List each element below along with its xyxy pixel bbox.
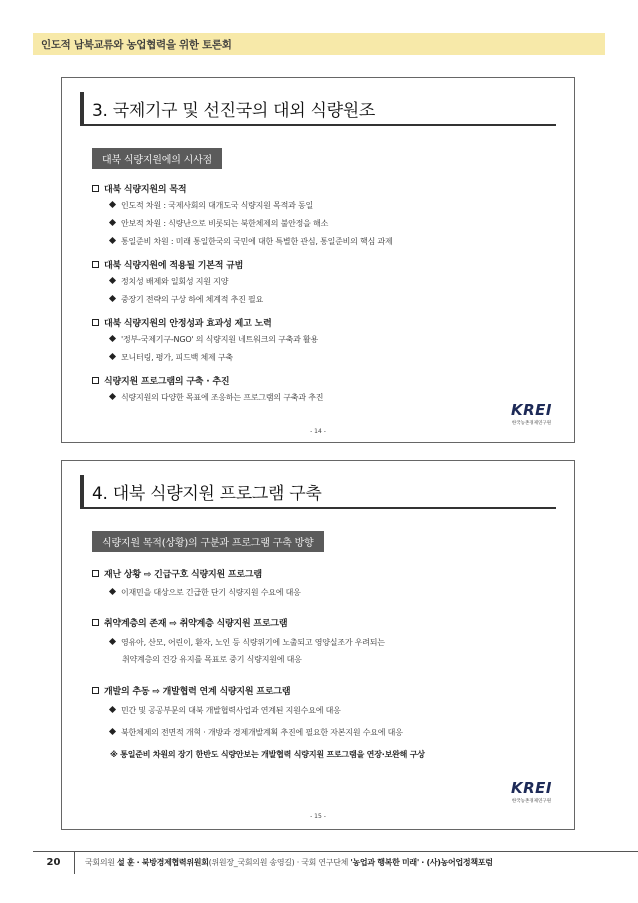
checkbox-square-icon: [92, 570, 99, 577]
diamond-bullet-icon: [109, 588, 116, 595]
page-footer: [33, 851, 638, 873]
diamond-bullet-icon: [109, 295, 116, 302]
bullet-item: 중장기 전략의 구상 하에 체계적 추진 필요: [110, 294, 263, 305]
bullet-item: 통일준비 차원 : 미래 통일한국의 국민에 대한 특별한 관심, 통일준비의 핵심 과제: [110, 236, 393, 247]
running-header: [33, 33, 605, 55]
slide-subheading: 대북 식량지원에의 시사점: [92, 148, 222, 169]
checkbox-square-icon: [92, 687, 99, 694]
diamond-bullet-icon: [109, 237, 116, 244]
note-line: ※ 통일준비 차원의 장기 한반도 식량안보는 개발협력 식량지원 프로그램을 연장·보완해 구상: [110, 750, 425, 759]
checkbox-square-icon: [92, 185, 99, 192]
page-number: 20: [33, 852, 75, 874]
slide-page-number: - 15 -: [310, 813, 326, 820]
slide-14: [61, 77, 575, 443]
bullet-heading: 대북 식량지원에 적용될 기본적 규범: [92, 258, 243, 271]
checkbox-square-icon: [92, 377, 99, 384]
slide-title-bar: [80, 475, 556, 509]
bullet-item: 식량지원의 다양한 목표에 조응하는 프로그램의 구축과 추진: [110, 392, 323, 403]
bullet-item: 정치성 배제와 일회성 지원 지양: [110, 276, 228, 287]
bullet-item: 안보적 차원 : 식량난으로 비롯되는 북한체제의 불안정을 해소: [110, 218, 328, 229]
bullet-heading: 취약계층의 존재 ⇨ 취약계층 식량지원 프로그램: [92, 616, 287, 629]
bullet-heading: 개발의 추동 ⇨ 개발협력 연계 식량지원 프로그램: [92, 684, 290, 697]
bullet-item: 모니터링, 평가, 피드백 체제 구축: [110, 352, 233, 363]
slide-title-bar: [80, 92, 556, 126]
krei-logo: KREI 한국농촌경제연구원: [510, 401, 552, 426]
bullet-continuation: 취약계층의 건강 유지를 목표로 중기 식량지원에 대응: [122, 655, 302, 664]
diamond-bullet-icon: [109, 335, 116, 342]
checkbox-square-icon: [92, 319, 99, 326]
diamond-bullet-icon: [109, 393, 116, 400]
diamond-bullet-icon: [109, 353, 116, 360]
slide-subheading: 식량지원 목적(상황)의 구분과 프로그램 구축 방향: [92, 531, 324, 552]
krei-logo: KREI 한국농촌경제연구원: [510, 779, 552, 804]
checkbox-square-icon: [92, 261, 99, 268]
bullet-heading: 재난 상황 ⇨ 긴급구호 식량지원 프로그램: [92, 567, 262, 580]
diamond-bullet-icon: [109, 219, 116, 226]
bullet-item: '정부-국제기구-NGO' 의 식량지원 네트워크의 구축과 활용: [110, 334, 318, 345]
slide-title: 4. 대북 식량지원 프로그램 구축: [92, 483, 322, 504]
slide-title: 3. 국제기구 및 선진국의 대외 식량원조: [92, 100, 375, 121]
bullet-item: 인도적 차원 : 국제사회의 대개도국 식량지원 목적과 동일: [110, 200, 313, 211]
footer-credit: 국회의원 설 훈 · 북방경제협력위원회(위원장_국회의원 송영길) · 국회 연구단체 '농업과 행복한 미래' · (사)농어업정책포럼: [85, 858, 493, 867]
bullet-item: 민간 및 공공부문의 대북 개발협력사업과 연계된 지원수요에 대응: [110, 705, 341, 716]
checkbox-square-icon: [92, 619, 99, 626]
bullet-heading: 대북 식량지원의 안정성과 효과성 제고 노력: [92, 316, 272, 329]
diamond-bullet-icon: [109, 706, 116, 713]
diamond-bullet-icon: [109, 277, 116, 284]
diamond-bullet-icon: [109, 638, 116, 645]
slide-15: [61, 460, 575, 830]
diamond-bullet-icon: [109, 201, 116, 208]
bullet-item: 이재민을 대상으로 긴급한 단기 식량지원 수요에 대응: [110, 587, 301, 598]
slide-page-number: - 14 -: [310, 428, 326, 435]
bullet-item: 영유아, 산모, 어린이, 환자, 노인 등 식량위기에 노출되고 영양실조가 우려되는: [110, 637, 385, 648]
running-header-text: 인도적 남북교류와 농업협력을 위한 토론회: [41, 38, 232, 51]
diamond-bullet-icon: [109, 728, 116, 735]
bullet-item: 북한체제의 전면적 개혁 · 개방과 경제개발계획 추진에 필요한 자본지원 수요에 대응: [110, 727, 403, 738]
bullet-heading: 식량지원 프로그램의 구축 · 추진: [92, 374, 229, 387]
bullet-heading: 대북 식량지원의 목적: [92, 182, 186, 195]
